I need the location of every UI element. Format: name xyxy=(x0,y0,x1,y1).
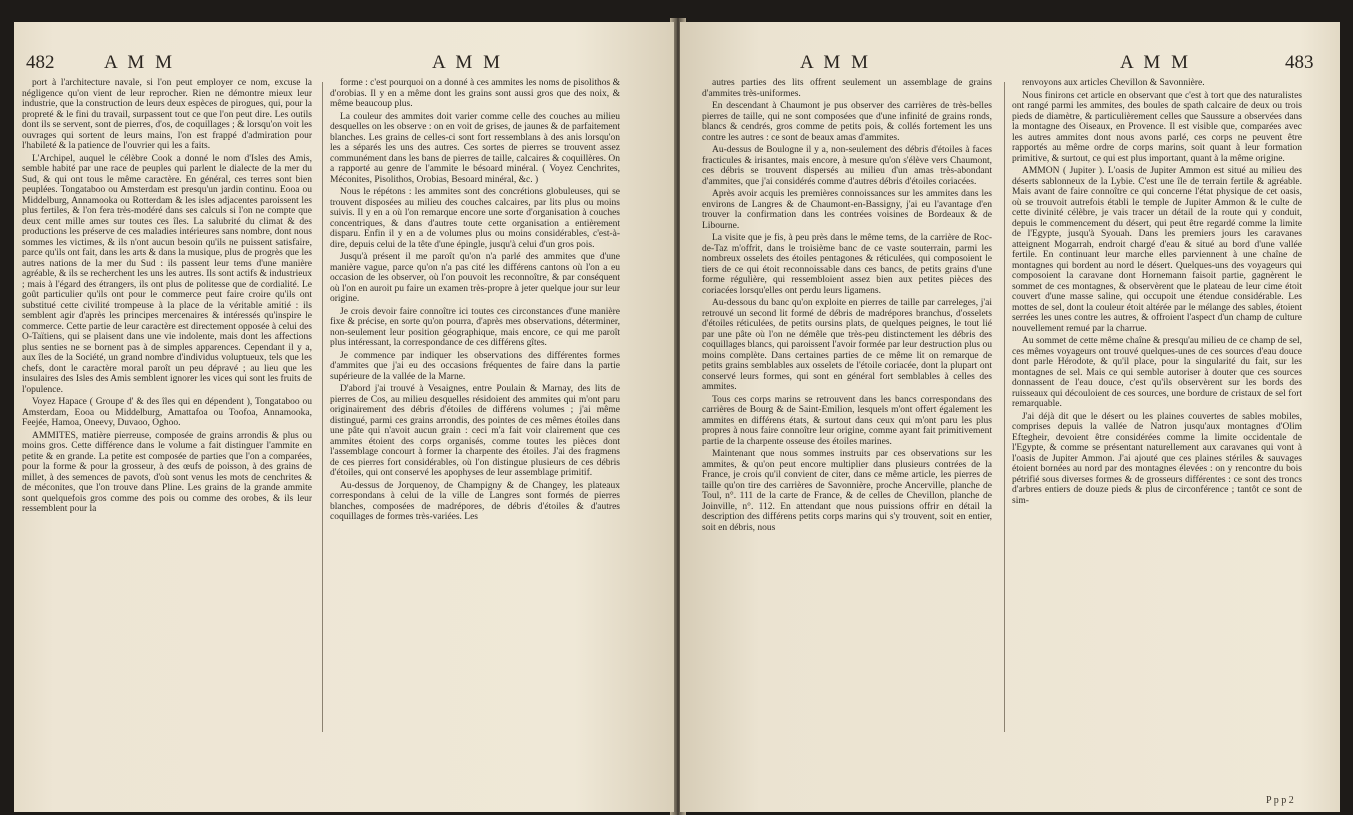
paragraph: La couleur des ammites doit varier comme celle des couches au milieu desquelles on les observe : on en voit de grises, de jaunes & de parfaitement blanches. Les grains de celles-ci sont fort ressemblans à des anis lorsqu'on les a séparés les uns des autres. Ces sortes de pierres se trouvent assez communément dans les bans de pierres de taille, calcaires & coquillères. On a rapporté au genre de l'ammite le bésoard minéral. ( Voyez Cenchrites, Méconites, Pisolithos, Orobias, Besoard minéral, &c. ) xyxy=(330,111,620,185)
paragraph: En descendant à Chaumont je pus observer des carrières de très-belles pierres de taille, qui ne sont composées que d'une infinité de grains ronds, blancs & cendrés, gros comme de petits pois, & collés fortement les uns contre les autres : ce sont de beaux amas d'ammites. xyxy=(702,101,992,143)
paragraph: Au-dessus de Jorquenoy, de Champigny & de Changey, les plateaux correspondans à celui de la ville de Langres sont formés de pierres blanches, composées de madrépores, de débris d'étoiles & d'autres coquillages de formes très-variées. Les xyxy=(330,480,620,522)
paragraph: Maintenant que nous sommes instruits par ces observations sur les ammites, & qu'on peut encore multiplier dans plusieurs contrées de la France, je crois qu'il convient de citer, dans ce même article, les pierres de taille qu'on tire des carrières de Savonnière, proche Ancerville, planche de Toul, n°. 111 de la carte de France, & de celles de Chevillon, planche de Joinville, n°. 112. En attendant que nous puissions offrir en détail la description des différens petits corps marins qui s'y trouvent, soit en entier, soit en débris, nous xyxy=(702,449,992,533)
right-page xyxy=(680,22,1340,812)
column-rule xyxy=(322,82,323,732)
right-header-word-2: A M M xyxy=(1120,52,1191,73)
paragraph: Tous ces corps marins se retrouvent dans les bancs correspondans des carrières de Bourg & de Saint-Emilion, lesquels m'ont offert également les ammites en différens états, & surtout dans ceux qui m'ont paru les plus propres à nous faire connoître leur origine, comme ayant fait primitivement partie de la charpente osseuse des étoiles marines. xyxy=(702,394,992,447)
right-page-number: 483 xyxy=(1285,52,1314,73)
paragraph: autres parties des lits offrent seulement un assemblage de grains d'ammites très-uniformes. xyxy=(702,78,992,99)
paragraph: L'Archipel, auquel le célèbre Cook a donné le nom d'Isles des Amis, semble habité par une race de peuples qui parlent le dialecte de la mer du Sud, & qui ont tous le même caractère. En général, ces terres sont bien peuplées. Tongataboo ou Amsterdam est presqu'un jardin continu. Eooa ou Middelburg, Annamooka ou Rotterdam & les isles adjacentes paroissent les plus fertiles, & l'on fera très-modéré dans ses calculs si l'on ne compte que deux cent mille ames sur toutes ces îles. La salubrité du climat & des productions les préserve de ces maladies intérieures sans nombre, dont nous sommes les victimes, & ils n'ont aucun besoin qu'ils ne puissent satisfaire, parce qu'ils ont fait, dans les arts & dans la musique, plus de progrès que les autres nations de la mer du Sud : ils passent leur tems d'une manière agréable, & ils se recherchent les uns les autres. Ils sont actifs & industrieux ; mais à l'égard des étrangers, ils ont plus de politesse que de cordialité. Le goût particulier qu'ils ont pour le commerce peut faire croire qu'ils ont substitué cette civilité trompeuse à la place de la véritable amitié : ils semblent agir d'après les principes mercenaires & intéressés qu'inspire le commerce. Cette partie de leur caractère est directement opposée à celui des O-Taïtiens, qui se plaisent dans une vie indolente, mais dont les affections plus senties ne se bornent pas à de simples apparences. Cependant il y a, aux îles de la Société, un grand nombre d'individus voluptueux, tels que les chefs, dont le caractère moral paroît un peu dépravé ; au lieu que les insulaires des Isles des Amis semblent ignorer les vices qui sont les fruits de l'opulence. xyxy=(22,153,312,395)
signature-mark: P p p 2 xyxy=(1266,795,1294,806)
left-page xyxy=(14,22,674,812)
paragraph: AMMITES, matière pierreuse, composée de grains arrondis & plus ou moins gros. Cette différence dans le volume a fait distinguer l'ammite en petite & en grande. La petite est composée de parties que l'on a comparées, pour la forme & pour la grosseur, à des œufs de poisson, à des grains de millet, à des semences de pavots, d'où sont venus les mots de cenchrites & de méconites, que l'on trouve dans Pline. Les grains de la grande ammite sont quelquefois gros comme des pois ou comme des orobes, & ils leur ressemblent pour la xyxy=(22,430,312,514)
right-page-header xyxy=(680,52,1340,76)
left-header-word-1: A M M xyxy=(104,52,175,73)
paragraph: J'ai déjà dit que le désert ou les plaines couvertes de sables mobiles, comprises depuis la vallée de Natron jusqu'aux montagnes d'Olim Eftegheir, devoient être considérées comme la limite occidentale de l'Egypte, & comme se présentant naturellement aux caravanes qui vont à l'oasis de Jupiter Ammon. J'ai ajouté que ces plaines stériles & sauvages étoient bornées au nord par des montagnes élevées : on y rencontre du bois pétrifié sous diverses formes & de grosseurs différentes : ce sont des troncs d'arbres entiers de douze pieds & plus de circonférence ; tantôt ce sont de sim- xyxy=(1012,411,1302,506)
paragraph: Nous finirons cet article en observant que c'est à tort que des naturalistes ont rangé parmi les ammites, des boules de spath calcaire de deux ou trois pieds de diamètre, & particulièrement celles que Saussure a observées dans la montagne des Oiseaux, en Provence. Il est visible que, comparées avec les autres ammites dont nous avons parlé, ces corps ne peuvent être rapportés au même ordre de corps marins, soit quant à leur formation primitive, & surtout, ce qui est plus important, quant à la même origine. xyxy=(1012,90,1302,164)
paragraph: Je crois devoir faire connoître ici toutes ces circonstances d'une manière fixe & précise, en sorte qu'on pourra, d'après mes observations, déterminer, non-seulement leur position géographique, mais encore, ce qui me paroît plus intéressant, la correspondance de ces différens gîtes. xyxy=(330,306,620,348)
column-rule xyxy=(1004,82,1005,732)
paragraph: Au sommet de cette même chaîne & presqu'au milieu de ce champ de sel, ces mêmes voyageurs ont trouvé quelques-unes de ces sources d'eau douce dont parle Hérodote, & qu'il place, pour la singularité du fait, sur les montagnes de sel. Mais ce qui semble autoriser à douter que ces sources donnassent de l'eau douce, c'est qu'ils observèrent sur les bords des ruisseaux qui découloient de ces sources, une bordure de cristaux de sel fort remarquable. xyxy=(1012,336,1302,409)
paragraph: Après avoir acquis les premières connoissances sur les ammites dans les environs de Langres & de Chaumont-en-Bassigny, j'ai eu l'avantage d'en trouver la confirmation dans les contrées voisines de Bordeaux & de Libourne. xyxy=(702,189,992,231)
paragraph: Jusqu'à présent il me paroît qu'on n'a parlé des ammites que d'une manière vague, parce qu'on n'a pas cité les différens cantons où l'on a eu occasion de les observer, où l'on pouvoit les reconnoître, & par conséquent où l'on en auroit pu faire un examen très-propre à jeter quelque jour sur leur origine. xyxy=(330,252,620,304)
paragraph: Je commence par indiquer les observations des différentes formes d'ammites que j'ai eu des occasions fréquentes de faire dans la partie supérieure de la vallée de la Marne. xyxy=(330,350,620,382)
paragraph: Au-dessus de Boulogne il y a, non-seulement des débris d'étoiles à faces fracticules & irisantes, mais encore, à mesure qu'on s'élève vers Chaumont, ces débris se trouvent dispersés au milieu d'un amas très-abondant d'ammites, que j'ai considérés comme d'autres débris d'étoiles coriacées. xyxy=(702,145,992,187)
right-header-word-1: A M M xyxy=(800,52,871,73)
paragraph: port à l'architecture navale, si l'on peut employer ce nom, excuse la négligence qu'on vient de leur reprocher. Rien ne démontre mieux leur industrie, que la construction de leurs deux espèces de pirogues, qui, pour la propreté & le fini du travail, surpassent tout ce que l'on peut dire. Les outils dont ils se servent, sont de pierres, d'os, de coquillages ; & lorsqu'on voit les ouvrages qui sortent de leurs mains, l'on est frappé d'admiration pour l'habileté & la patience de l'ouvrier qui les a faits. xyxy=(22,78,312,151)
right-column-2 xyxy=(1012,78,1302,508)
paragraph: forme : c'est pourquoi on a donné à ces ammites les noms de pisolithos & d'orobias. Il y en a même dont les grains sont aussi gros que des noix, & même beaucoup plus. xyxy=(330,78,620,109)
paragraph: Nous le répétons : les ammites sont des concrétions globuleuses, qui se trouvent disposées au milieu des couches calcaires, par lits plus ou moins suivis. Il y en a où l'on remarque encore une sorte d'organisation à couches concentriques, & dans d'autres toute cette organisation a entièrement disparu. Enfin il y en a de volumes plus ou moins considérables, c'est-à-dire, depuis celui de la tête d'une épingle, jusqu'à celui d'un gros pois. xyxy=(330,187,620,250)
right-column-1 xyxy=(702,78,992,535)
left-page-number: 482 xyxy=(26,52,55,73)
paragraph: Au-dessous du banc qu'on exploite en pierres de taille par carreleges, j'ai retrouvé un second lit formé de débris de madrépores branchus, d'osselets d'étoiles réticulées, de petits oursins plats, de quelques peignes, le tout lié par une pâte où l'on ne démêle que très-peu distinctement les débris des coquillages blancs, qui paroissent l'avoir formée par leur destruction plus ou moins complète. Dans certaines parties de ce même lit on remarque de petits grains semblables aux osselets de l'étoile coriacée, dont la plupart ont conservé leurs formes, qui sont en général fort semblables à celles des ammites. xyxy=(702,298,992,392)
left-column-1 xyxy=(22,78,312,517)
paragraph: La visite que je fis, à peu près dans le même tems, de la carrière de Roc-de-Taz m'offrit, dans le troisième banc de ce vaste souterrain, parmi les nombreux osselets des étoiles pentagones & réticulées, qui composoient le tiers de ce qui étoit reconnoissable dans ces bancs, de petits grains d'une forme régulière, qui ressembloient assez bien aux petites pièces des coriacées lorsqu'elles ont perdu leurs ligamens. xyxy=(702,233,992,296)
left-header-word-2: A M M xyxy=(432,52,503,73)
paragraph: D'abord j'ai trouvé à Vesaignes, entre Poulain & Marnay, des lits de pierres de Cos, au milieu desquelles résidoient des ammites qui m'ont paru originairement des débris d'étoiles de différens volumes ; j'ai même distingué, parmi ces grains arrondis, des pointes de ces mêmes étoiles dans une pâte qui n'avoit aucun grain : ceci m'a fait voir clairement que ces ammites étoient des corps organisés, comme toutes les pièces dont l'assemblage concourt à former la charpente des étoiles. J'ai des fragmens de ces pierres fort considérables, où l'on distingue plusieurs de ces débris d'étoiles, qui ont conservé les apophyses de leur assemblage primitif. xyxy=(330,384,620,478)
paragraph: AMMON ( Jupiter ). L'oasis de Jupiter Ammon est situé au milieu des déserts sablonneux de la Lybie. C'est une île de terrain fertile & agréable. Mais avant de faire connoître ce qui concerne l'état physique de cet oasis, où se trouvoit autrefois établi le temple de Jupiter Ammon & le culte de cette divinité célèbre, je vais tracer un détail de la route qui y conduit, depuis le commencement du désert, qui peut être regardé comme la limite de l'Egypte, jusqu'à Syouah. Dans les premiers jours les caravanes atteignent Mogarrah, endroit chargé d'eau & situé au bord d'une vallée fertile. En continuant leur marche elles parviennent à une chaîne de montagnes qui bordent au nord le désert. Quelques-uns des voyageurs qui composoient la caravane dont Hornemann faisoit partie, gagnèrent le sommet de ces montagnes, & observèrent que le plateau de leur cime étoit couvert d'une masse saline, qui occupoit une étendue considérable. Les mottes de sel, dont la couleur étoit altérée par le mélange des sables, étoient serrées les unes contre les autres, & offroient l'aspect d'un champ de culture nouvellement remué par la charrue. xyxy=(1012,166,1302,334)
paragraph: Voyez Hapace ( Groupe d' & des îles qui en dépendent ), Tongataboo ou Amsterdam, Eooa ou Middelburg, Amattafoa ou Toofoa, Annamooka, Feejée, Hamoa, Oneevy, Duvaoo, Oghoo. xyxy=(22,397,312,428)
left-column-2 xyxy=(330,78,620,525)
left-page-header xyxy=(14,52,674,76)
paragraph: renvoyons aux articles Chevillon & Savonnière. xyxy=(1022,78,1205,88)
